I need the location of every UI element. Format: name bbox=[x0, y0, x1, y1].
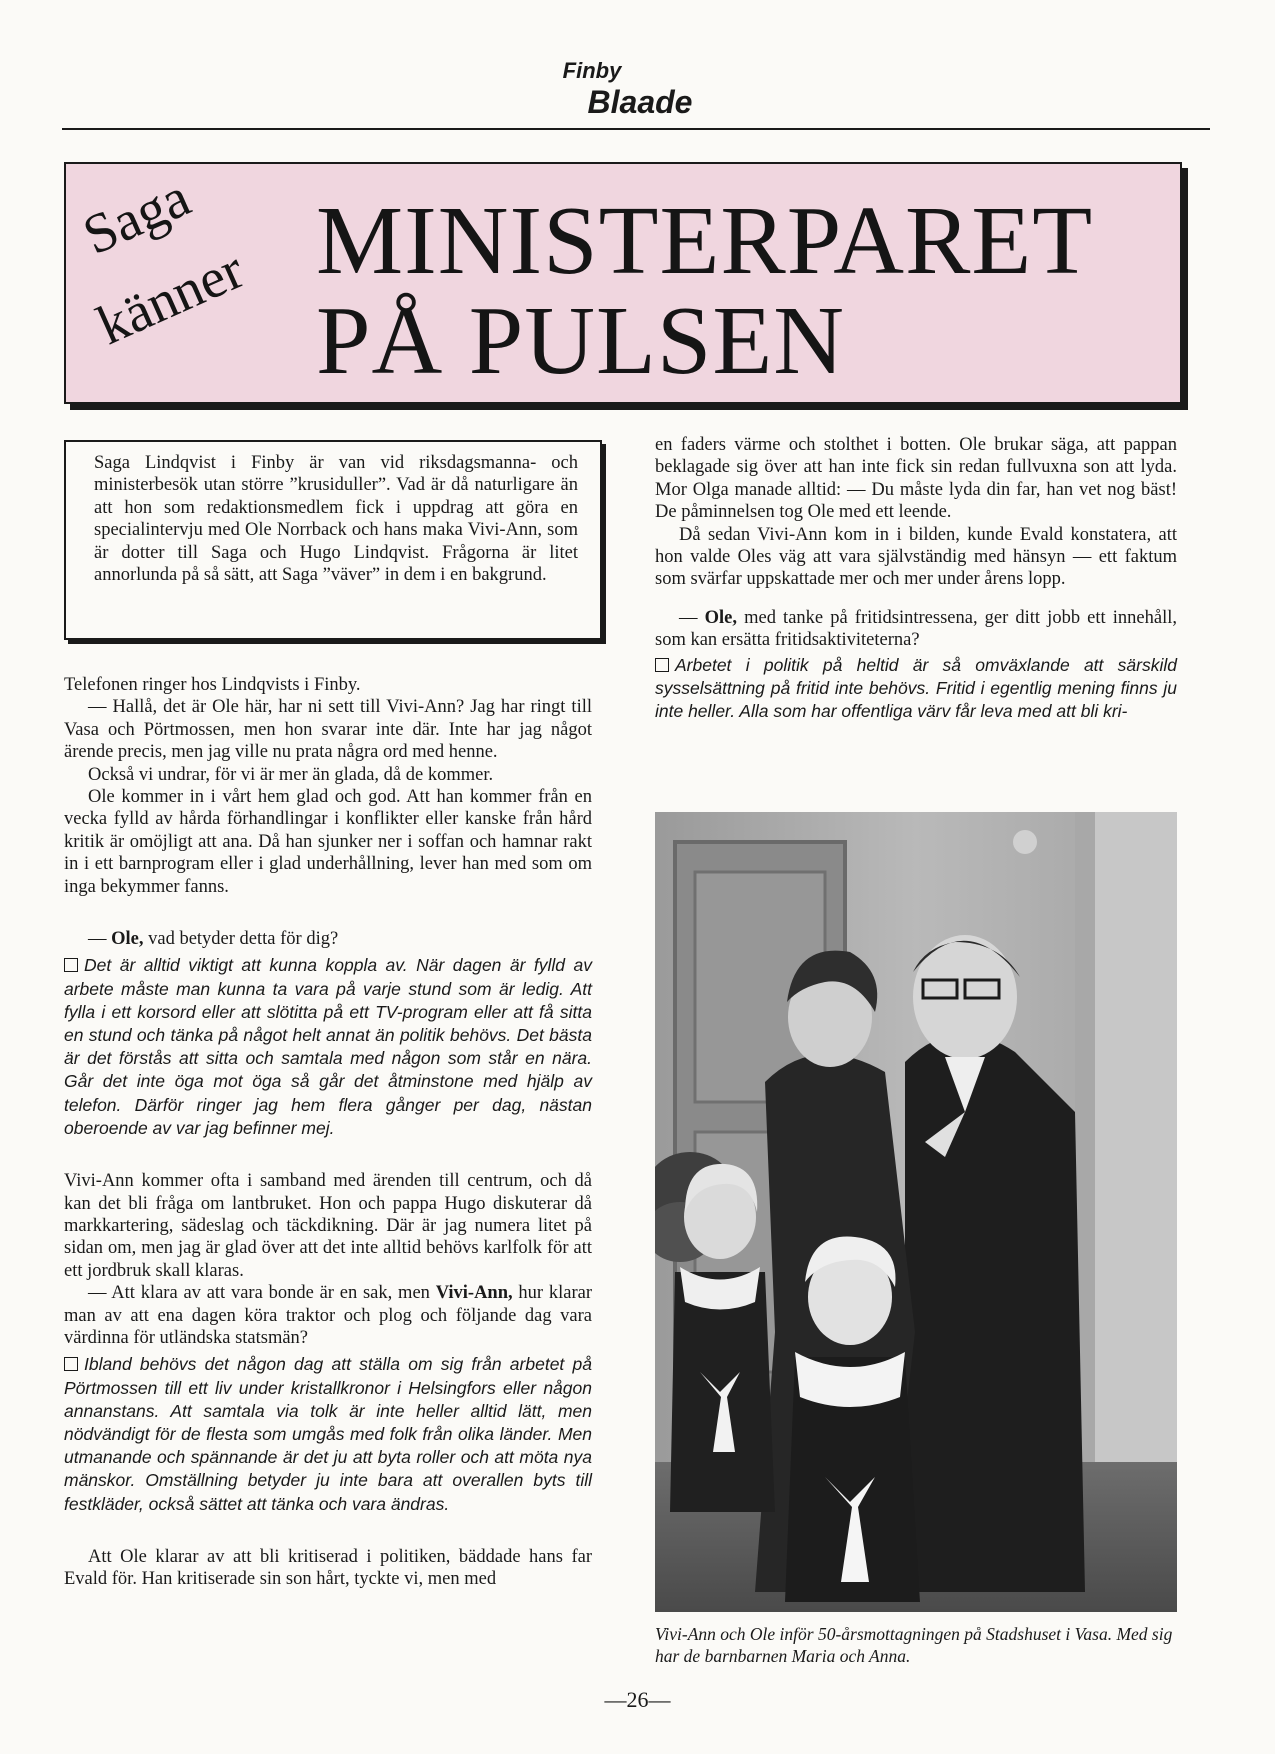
square-bullet-icon bbox=[64, 1357, 78, 1371]
paragraph: Då sedan Vivi-Ann kom in i bilden, kunde Evald konstatera, att hon valde Oles väg att vara självständig med hänsyn — ett faktum som svärfar uppskattade mer och mer under årens lopp. bbox=[655, 524, 1177, 590]
paragraph: Telefonen ringer hos Lindqvists i Finby. bbox=[64, 675, 361, 695]
answer-block: Det är alltid viktigt att kunna koppla av. När dagen är fylld av arbete måste man kunna ta vara på varje stund som är ledig. Att fylla i ett korsord eller att slötitta på ett TV-program eller att få sitta en stund och tänka på något helt annat än politik behövs. Det bästa är det förstås att sitta och samtala med någon som står en nära. Går det inte öga mot öga så går det åtminstone med hjälp av telefon. Därför ringer jag hem flera gånger per dag, nästan oberoende av var jag befinner mej. bbox=[64, 955, 592, 1138]
kicker-saga: Saga bbox=[74, 166, 200, 268]
photo-illustration bbox=[655, 812, 1177, 1612]
paragraph: Ole kommer in i vårt hem glad och god. Att han kommer från en vecka fylld av hårda förhandlingar i konflikter eller kanske från hård kritik är omöjligt att ana. Då han sjunker ner i soffan och hamnar rakt in i ett barnprogram eller i glad underhållning, lever han med som om inga bekymmer fanns. bbox=[64, 787, 592, 897]
headline-line1: MINISTERPARET bbox=[316, 187, 1094, 295]
question-vivi-ann: — Att klara av att vara bonde är en sak, men Vivi-Ann, hur klarar man av att ena dagen köra traktor och plog och följande dag vara värdinna för utländska statsmän? bbox=[64, 1283, 593, 1348]
photo-caption: Vivi-Ann och Ole inför 50-årsmottagningen på Stadshuset i Vasa. Med sig har de barnbarnen Maria och Anna. bbox=[655, 1624, 1173, 1666]
question-ole: — Ole, vad betyder detta för dig? bbox=[88, 929, 339, 950]
square-bullet-icon bbox=[655, 658, 669, 672]
intro-text: Saga Lindqvist i Finby är van vid riksdagsmanna- och ministerbesök utan större ”krusiduller”. Vad är då naturligare än att hon som redaktionsmedlem fick i uppdrag att göra en specialintervju med Ole Norrback och hans maka Vivi-Ann, som är dotter till Saga och Hugo Lindqvist. Frågorna är litet annorlunda på så sätt, att Saga ”väver” in dem i en bakgrund. bbox=[94, 453, 578, 586]
speaker-name: Ole, bbox=[704, 607, 737, 628]
answer-block: Ibland behövs det någon dag att ställa om sig från arbetet på Pörtmossen till ett liv under kristallkronor i Helsingfors eller någon annanstans. Att samtala via tolk är inte heller alltid lätt, men nödvändigt för de flesta som umgås med folk från olika länder. Men utmanande och spännande är det ju att byta roller och att möta nya mänskor. Omställning betyder ju inte bara att overallen byts till festkläder, också sättet att tänka och vara ändras. bbox=[64, 1354, 592, 1514]
question-ole-fritid: — Ole, med tanke på fritidsintressena, ger ditt jobb ett innehåll, som kan ersätta fritidsaktiviteterna? bbox=[655, 607, 1177, 651]
page-number: —26— bbox=[604, 1687, 671, 1712]
left-column bbox=[64, 674, 592, 1591]
paragraph: en faders värme och stolthet i botten. Ole brukar säga, att pappan beklagade sig över att han inte fick sin redan fullvuxna son att lyda. Mor Olga manade alltid: — Du måste lyda din far, han vet nog bäst! De påminnelsen tog Ole med ett leende. bbox=[655, 435, 1177, 523]
title-banner bbox=[64, 162, 1182, 404]
family-photo bbox=[655, 812, 1177, 1612]
masthead-blaade: Blaade bbox=[587, 84, 693, 120]
square-bullet-icon bbox=[64, 958, 78, 972]
speaker-name: Vivi-Ann, bbox=[435, 1283, 513, 1304]
paragraph: — Hallå, det är Ole här, har ni sett till Vivi-Ann? Jag har ringt till Vasa och Pörtmossen, men hon svarar inte där. Inte har jag något ärende precis, men jag ville nu prata några ord med henne. bbox=[64, 697, 592, 763]
paragraph: Också vi undrar, för vi är mer än glada, då de kommer. bbox=[88, 764, 494, 785]
speaker-name: Ole, bbox=[111, 929, 144, 950]
paragraph: Vivi-Ann kommer ofta i samband med ärenden till centrum, och då kan det bli fråga om lantbruket. Hon och pappa Hugo diskuterar då markkartering, sädeslag och täckdikning. Där är jag numera litet på sidan om, men jag är glad över att det inte alltid behövs karlfolk för att ett jordbruk skall klaras. bbox=[64, 1171, 592, 1281]
right-column bbox=[655, 434, 1177, 723]
kicker-kanner: känner bbox=[88, 238, 253, 358]
header-rule bbox=[62, 128, 1210, 130]
masthead-finby: Finby bbox=[562, 58, 622, 83]
paragraph: Att Ole klarar av att bli kritiserad i politiken, bäddade hans far Evald för. Han kritiserade sin son hårt, tyckte vi, men med bbox=[64, 1546, 592, 1590]
headline-line2: PÅ PULSEN bbox=[316, 287, 846, 395]
intro-box bbox=[64, 440, 602, 640]
answer-block: Arbetet i politik på heltid är så omväxlande att särskild sysselsättning på fritid inte behövs. Fritid i egentlig mening finns ju inte heller. Alla som har offentliga värv får leva med att bli kri- bbox=[655, 654, 1177, 722]
